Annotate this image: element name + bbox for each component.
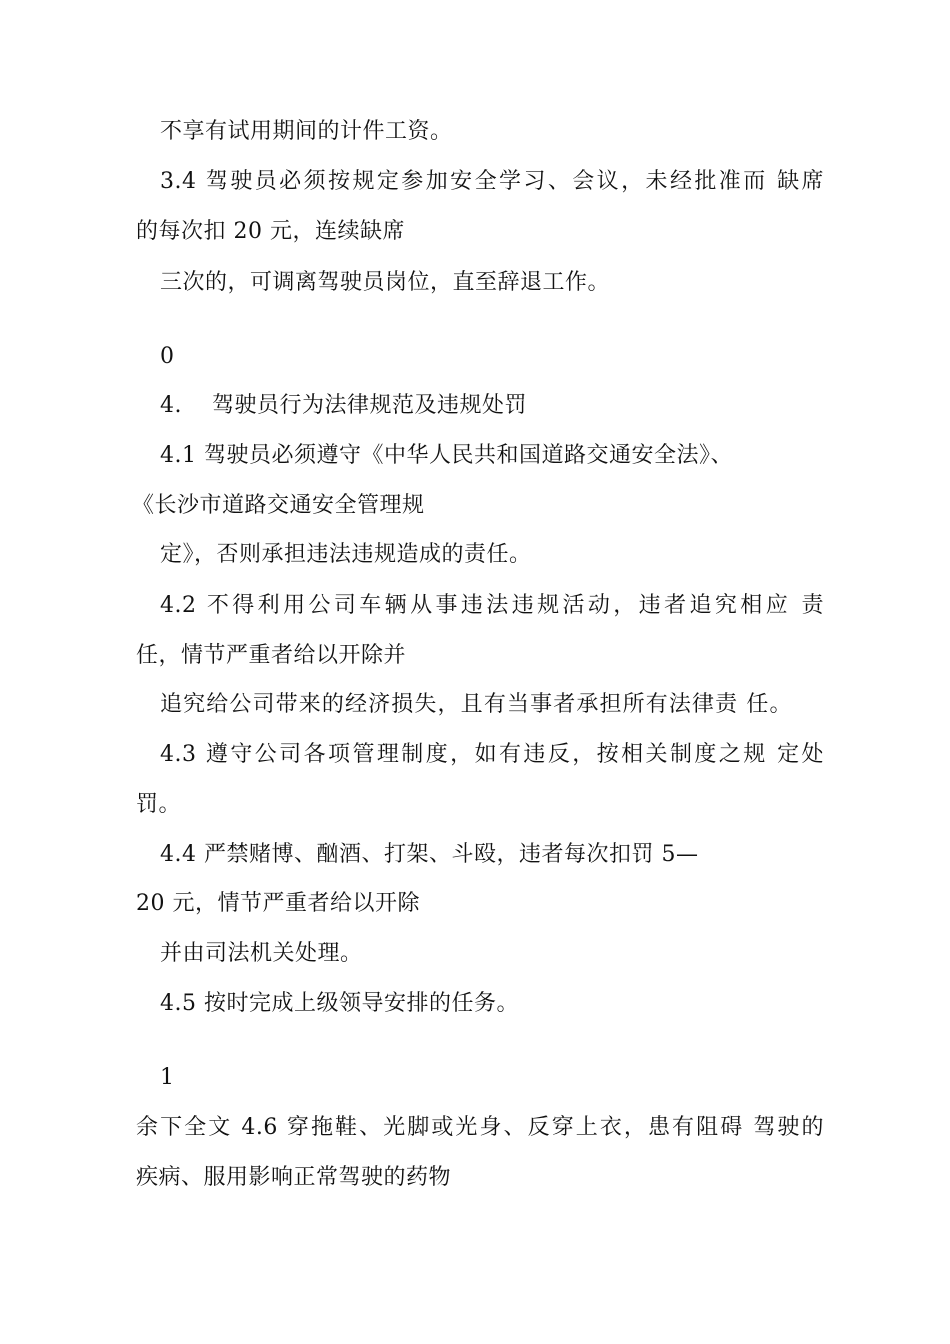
text-line: 的每次扣 20 元，连续缺席 — [136, 219, 405, 244]
text-line: 4.3 遵守公司各项管理制度，如有违反，按相关制度之规 定处 — [160, 742, 824, 767]
text-line: 并由司法机关处理。 — [160, 941, 363, 966]
text-line: 追究给公司带来的经济损失，且有当事者承担所有法律责 任。 — [160, 692, 792, 717]
text-line: 罚。 — [136, 792, 182, 817]
text-line: 4.4 严禁赌博、酗酒、打架、斗殴，违者每次扣罚 5— — [160, 842, 699, 867]
page-number: 1 — [160, 1065, 175, 1090]
text-line: 三次的，可调离驾驶员岗位，直至辞退工作。 — [160, 270, 611, 295]
text-line: 定》，否则承担违法违规造成的责任。 — [160, 542, 532, 567]
text-line: 4.1 驾驶员必须遵守《中华人民共和国道路交通安全法》、 — [160, 443, 733, 468]
page-number: 0 — [160, 344, 175, 369]
text-line: 任，情节严重者给以开除并 — [136, 643, 407, 668]
text-line: 《长沙市道路交通安全管理规 — [132, 493, 425, 518]
section-heading: 4. 驾驶员行为法律规范及违规处罚 — [160, 393, 527, 418]
text-line: 4.5 按时完成上级领导安排的任务。 — [160, 991, 519, 1016]
text-line: 不享有试用期间的计件工资。 — [160, 119, 453, 144]
text-line: 4.2 不得利用公司车辆从事违法违规活动，违者追究相应 责 — [160, 593, 824, 618]
text-line: 疾病、服用影响正常驾驶的药物 — [136, 1165, 452, 1190]
text-line: 3.4 驾驶员必须按规定参加安全学习、会议，未经批准而 缺席 — [160, 169, 824, 194]
text-line: 余下全文 4.6 穿拖鞋、光脚或光身、反穿上衣，患有阻碍 驾驶的 — [136, 1115, 824, 1140]
text-line: 20 元，情节严重者给以开除 — [136, 891, 420, 916]
